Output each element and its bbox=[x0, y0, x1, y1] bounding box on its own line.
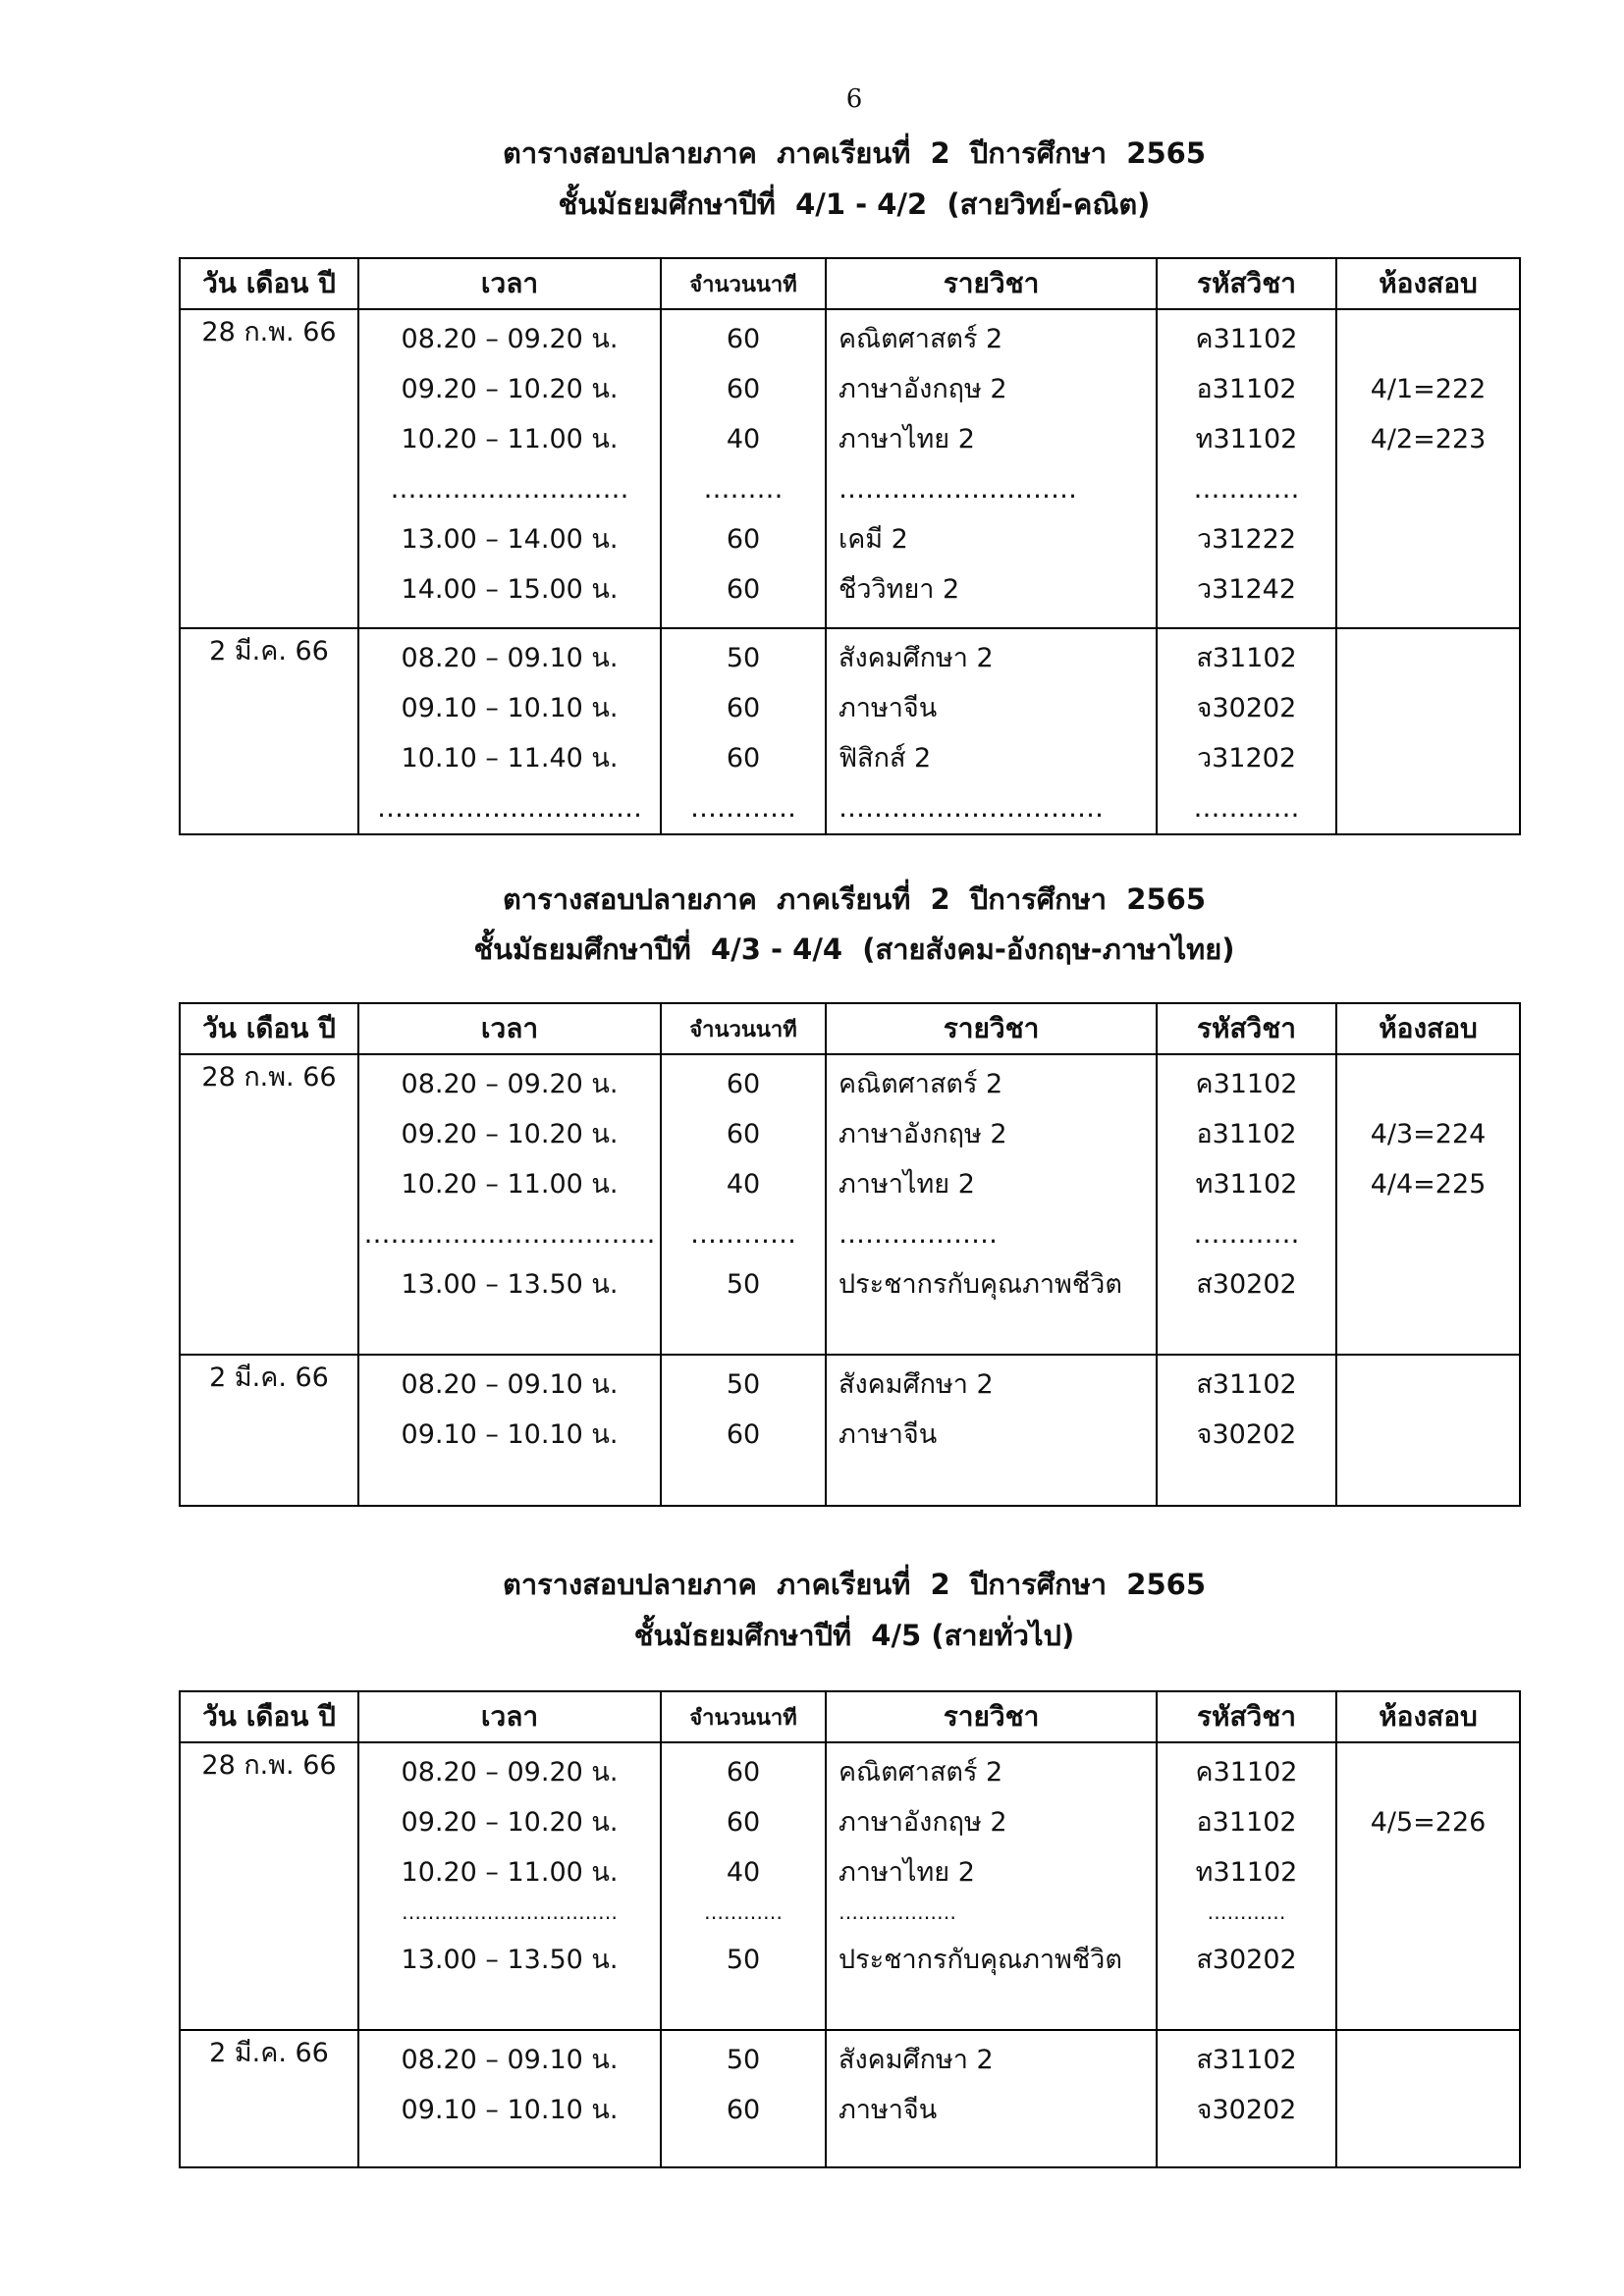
header-date: วัน เดือน ปี bbox=[180, 258, 358, 309]
time-slot: ……………………… bbox=[390, 474, 629, 505]
time-slot: 09.10 – 10.10 น. bbox=[401, 693, 619, 723]
subject-name: ชีววิทยา 2 bbox=[839, 574, 960, 605]
subject-name: สังคมศึกษา 2 bbox=[839, 643, 994, 673]
minutes-value: 60 bbox=[726, 743, 761, 774]
subject-code: ………… bbox=[1193, 474, 1300, 505]
exam-date: 2 มี.ค. 66 bbox=[180, 628, 358, 834]
time-column bbox=[358, 2030, 661, 2167]
minutes-value: 60 bbox=[726, 1419, 761, 1450]
subject-name: ภาษาอังกฤษ 2 bbox=[839, 374, 1007, 404]
subject-code: ………… bbox=[1207, 1900, 1286, 1924]
header-code: รหัสวิชา bbox=[1157, 1003, 1336, 1054]
exam-room bbox=[1337, 2035, 1519, 2085]
exam-room bbox=[1337, 1410, 1519, 1460]
header-date: วัน เดือน ปี bbox=[180, 1003, 358, 1054]
section-subtitle: ชั้นมัธยมศึกษาปีที่ 4/5 (สายทั่วไป) bbox=[633, 1619, 1075, 1652]
exam-room bbox=[1337, 783, 1519, 833]
header-subject: รายวิชา bbox=[826, 258, 1157, 309]
minutes-value: 40 bbox=[726, 1169, 761, 1200]
section-subtitle: ชั้นมัธยมศึกษาปีที่ 4/1 - 4/2 (สายวิทย์-คณิต) bbox=[558, 187, 1151, 221]
time-column bbox=[358, 1054, 661, 1355]
minutes-column bbox=[661, 309, 826, 628]
time-column bbox=[358, 309, 661, 628]
table-header-row bbox=[180, 258, 1520, 309]
subject-name: เคมี 2 bbox=[839, 524, 908, 555]
code-column bbox=[1157, 1355, 1336, 1506]
exam-room bbox=[1337, 1747, 1519, 1797]
subject-code: อ31102 bbox=[1196, 1807, 1297, 1838]
table-row bbox=[180, 1054, 1520, 1355]
subject-name: ภาษาไทย 2 bbox=[839, 1857, 975, 1888]
subject-code: ส30202 bbox=[1196, 1269, 1297, 1300]
subject-code: ………… bbox=[1193, 1219, 1300, 1250]
header-room: ห้องสอบ bbox=[1336, 1691, 1520, 1742]
time-slot: 10.20 – 11.00 น. bbox=[401, 424, 619, 454]
subject-code: ท31102 bbox=[1195, 424, 1298, 454]
subject-name: คณิตศาสตร์ 2 bbox=[839, 1069, 1003, 1099]
subject-name: ภาษาจีน bbox=[839, 2095, 938, 2125]
subject-code: ว31222 bbox=[1196, 524, 1297, 555]
header-code: รหัสวิชา bbox=[1157, 1691, 1336, 1742]
minutes-value: 50 bbox=[726, 1945, 761, 1975]
subject-code: จ30202 bbox=[1196, 693, 1297, 723]
subject-name: ……………… bbox=[839, 1900, 956, 1924]
minutes-value: 50 bbox=[726, 643, 761, 673]
header-minutes: จำนวนนาที bbox=[661, 1691, 826, 1742]
time-column bbox=[358, 628, 661, 834]
time-slot: 08.20 – 09.20 น. bbox=[401, 1069, 619, 1099]
minutes-column bbox=[661, 1355, 826, 1506]
exam-room bbox=[1337, 1059, 1519, 1109]
header-minutes: จำนวนนาที bbox=[661, 258, 826, 309]
header-minutes: จำนวนนาที bbox=[661, 1003, 826, 1054]
time-slot: 10.20 – 11.00 น. bbox=[401, 1857, 619, 1888]
section-title: ตารางสอบปลายภาค ภาคเรียนที่ 2 ปีการศึกษา 2565 bbox=[503, 1568, 1206, 1601]
subject-code: อ31102 bbox=[1196, 1119, 1297, 1149]
minutes-value: 60 bbox=[726, 374, 761, 404]
exam-room bbox=[1337, 1209, 1519, 1259]
time-column bbox=[358, 1355, 661, 1506]
exam-room bbox=[1337, 514, 1519, 564]
exam-room bbox=[1337, 464, 1519, 514]
table-header-row bbox=[180, 1003, 1520, 1054]
exam-date: 28 ก.พ. 66 bbox=[180, 309, 358, 628]
header-time: เวลา bbox=[358, 258, 661, 309]
section-title: ตารางสอบปลายภาค ภาคเรียนที่ 2 ปีการศึกษา 2565 bbox=[503, 882, 1206, 916]
subject-code: ว31242 bbox=[1196, 574, 1297, 605]
room-column bbox=[1336, 628, 1520, 834]
time-slot: 08.20 – 09.10 น. bbox=[401, 1369, 619, 1400]
subject-code: ส30202 bbox=[1196, 1945, 1297, 1975]
time-slot: 09.20 – 10.20 น. bbox=[401, 1807, 619, 1838]
header-room: ห้องสอบ bbox=[1336, 258, 1520, 309]
subject-column bbox=[826, 2030, 1157, 2167]
room-column bbox=[1336, 1742, 1520, 2030]
exam-room: 4/3=224 bbox=[1370, 1119, 1487, 1149]
exam-room bbox=[1337, 2085, 1519, 2135]
room-column bbox=[1336, 2030, 1520, 2167]
subject-name: ภาษาอังกฤษ 2 bbox=[839, 1807, 1007, 1838]
subject-name: คณิตศาสตร์ 2 bbox=[839, 324, 1003, 354]
subject-code: ส31102 bbox=[1196, 2045, 1297, 2075]
table-row bbox=[180, 2030, 1520, 2167]
exam-room: 4/5=226 bbox=[1370, 1807, 1487, 1838]
subject-code: ท31102 bbox=[1195, 1857, 1298, 1888]
time-column bbox=[358, 1742, 661, 2030]
subject-name: ฟิสิกส์ 2 bbox=[839, 743, 932, 774]
subject-name: ……………………… bbox=[839, 474, 1077, 505]
subject-column bbox=[826, 628, 1157, 834]
header-time: เวลา bbox=[358, 1691, 661, 1742]
section-title: ตารางสอบปลายภาค ภาคเรียนที่ 2 ปีการศึกษา 2565 bbox=[503, 136, 1206, 170]
code-column bbox=[1157, 1054, 1336, 1355]
subject-code: ค31102 bbox=[1195, 1069, 1298, 1099]
minutes-column bbox=[661, 628, 826, 834]
subject-column bbox=[826, 1355, 1157, 1506]
subject-column bbox=[826, 309, 1157, 628]
time-slot: 09.20 – 10.20 น. bbox=[401, 374, 619, 404]
time-slot: 13.00 – 14.00 น. bbox=[401, 524, 619, 555]
minutes-column bbox=[661, 1054, 826, 1355]
time-slot: 09.20 – 10.20 น. bbox=[401, 1119, 619, 1149]
time-slot: ………………………… bbox=[377, 793, 642, 824]
exam-date: 2 มี.ค. 66 bbox=[180, 2030, 358, 2167]
exam-room bbox=[1337, 564, 1519, 614]
subject-name: ภาษาไทย 2 bbox=[839, 424, 975, 454]
subject-code: ท31102 bbox=[1195, 1169, 1298, 1200]
room-column bbox=[1336, 1355, 1520, 1506]
minutes-value: 60 bbox=[726, 1807, 761, 1838]
subject-code: ว31202 bbox=[1196, 743, 1297, 774]
minutes-value: 60 bbox=[726, 324, 761, 354]
time-slot: …………………………… bbox=[363, 1219, 656, 1250]
minutes-column bbox=[661, 1742, 826, 2030]
time-slot: 13.00 – 13.50 น. bbox=[401, 1269, 619, 1300]
minutes-value: ………… bbox=[690, 1219, 796, 1250]
header-time: เวลา bbox=[358, 1003, 661, 1054]
time-slot: 08.20 – 09.10 น. bbox=[401, 643, 619, 673]
minutes-value: 50 bbox=[726, 2045, 761, 2075]
time-slot: 09.10 – 10.10 น. bbox=[401, 1419, 619, 1450]
time-slot: …………………………… bbox=[402, 1900, 618, 1924]
header-subject: รายวิชา bbox=[826, 1003, 1157, 1054]
time-slot: 08.20 – 09.20 น. bbox=[401, 324, 619, 354]
code-column bbox=[1157, 1742, 1336, 2030]
exam-room: 4/4=225 bbox=[1370, 1169, 1487, 1200]
header-code: รหัสวิชา bbox=[1157, 258, 1336, 309]
exam-room bbox=[1337, 1259, 1519, 1309]
exam-date: 28 ก.พ. 66 bbox=[180, 1742, 358, 2030]
subject-name: ประชากรกับคุณภาพชีวิต bbox=[839, 1945, 1122, 1975]
code-column bbox=[1157, 2030, 1336, 2167]
header-date: วัน เดือน ปี bbox=[180, 1691, 358, 1742]
minutes-value: 40 bbox=[726, 424, 761, 454]
header-room: ห้องสอบ bbox=[1336, 1003, 1520, 1054]
room-column bbox=[1336, 309, 1520, 628]
exam-room bbox=[1337, 683, 1519, 733]
subject-code: ค31102 bbox=[1195, 1757, 1298, 1788]
minutes-value: 60 bbox=[726, 1069, 761, 1099]
time-slot: 09.10 – 10.10 น. bbox=[401, 2095, 619, 2125]
subject-code: ค31102 bbox=[1195, 324, 1298, 354]
room-column bbox=[1336, 1054, 1520, 1355]
minutes-value: 60 bbox=[726, 693, 761, 723]
code-column bbox=[1157, 309, 1336, 628]
table-row bbox=[180, 1742, 1520, 2030]
subject-name: ภาษาอังกฤษ 2 bbox=[839, 1119, 1007, 1149]
subject-code: อ31102 bbox=[1196, 374, 1297, 404]
subject-name: สังคมศึกษา 2 bbox=[839, 2045, 994, 2075]
minutes-column bbox=[661, 2030, 826, 2167]
exam-date: 28 ก.พ. 66 bbox=[180, 1054, 358, 1355]
time-slot: 14.00 – 15.00 น. bbox=[401, 574, 619, 605]
time-slot: 08.20 – 09.10 น. bbox=[401, 2045, 619, 2075]
minutes-value: 60 bbox=[726, 1119, 761, 1149]
minutes-value: 50 bbox=[726, 1369, 761, 1400]
table-row bbox=[180, 628, 1520, 834]
minutes-value: 50 bbox=[726, 1269, 761, 1300]
subject-name: ………………………… bbox=[839, 793, 1104, 824]
time-slot: 10.10 – 11.40 น. bbox=[401, 743, 619, 774]
table-header-row bbox=[180, 1691, 1520, 1742]
table-row bbox=[180, 309, 1520, 628]
page-number: 6 bbox=[845, 84, 863, 114]
exam-date: 2 มี.ค. 66 bbox=[180, 1355, 358, 1506]
exam-room bbox=[1337, 733, 1519, 783]
minutes-value: ………… bbox=[704, 1900, 783, 1924]
minutes-value: 60 bbox=[726, 2095, 761, 2125]
subject-name: ภาษาจีน bbox=[839, 693, 938, 723]
minutes-value: 60 bbox=[726, 1757, 761, 1788]
minutes-value: ……… bbox=[703, 474, 784, 505]
exam-table bbox=[179, 1690, 1521, 2168]
table-row bbox=[180, 1355, 1520, 1506]
code-column bbox=[1157, 628, 1336, 834]
exam-room bbox=[1337, 314, 1519, 364]
subject-name: ภาษาจีน bbox=[839, 1419, 938, 1450]
minutes-value: 60 bbox=[726, 524, 761, 555]
exam-room: 4/2=223 bbox=[1370, 424, 1487, 454]
subject-code: ………… bbox=[1193, 793, 1300, 824]
exam-table bbox=[179, 1002, 1521, 1507]
subject-name: ประชากรกับคุณภาพชีวิต bbox=[839, 1269, 1122, 1300]
subject-column bbox=[826, 1742, 1157, 2030]
subject-code: ส31102 bbox=[1196, 643, 1297, 673]
time-slot: 08.20 – 09.20 น. bbox=[401, 1757, 619, 1788]
minutes-value: ………… bbox=[690, 793, 796, 824]
time-slot: 13.00 – 13.50 น. bbox=[401, 1945, 619, 1975]
subject-name: คณิตศาสตร์ 2 bbox=[839, 1757, 1003, 1788]
subject-code: จ30202 bbox=[1196, 2095, 1297, 2125]
subject-name: ……………… bbox=[839, 1219, 998, 1250]
minutes-value: 40 bbox=[726, 1857, 761, 1888]
exam-table bbox=[179, 257, 1521, 835]
subject-column bbox=[826, 1054, 1157, 1355]
minutes-value: 60 bbox=[726, 574, 761, 605]
exam-room bbox=[1337, 1360, 1519, 1410]
exam-room: 4/1=222 bbox=[1370, 374, 1487, 404]
subject-code: จ30202 bbox=[1196, 1419, 1297, 1450]
exam-room bbox=[1337, 633, 1519, 683]
subject-name: ภาษาไทย 2 bbox=[839, 1169, 975, 1200]
subject-name: สังคมศึกษา 2 bbox=[839, 1369, 994, 1400]
section-subtitle: ชั้นมัธยมศึกษาปีที่ 4/3 - 4/4 (สายสังคม-อังกฤษ-ภาษาไทย) bbox=[473, 933, 1235, 966]
time-slot: 10.20 – 11.00 น. bbox=[401, 1169, 619, 1200]
subject-code: ส31102 bbox=[1196, 1369, 1297, 1400]
header-subject: รายวิชา bbox=[826, 1691, 1157, 1742]
